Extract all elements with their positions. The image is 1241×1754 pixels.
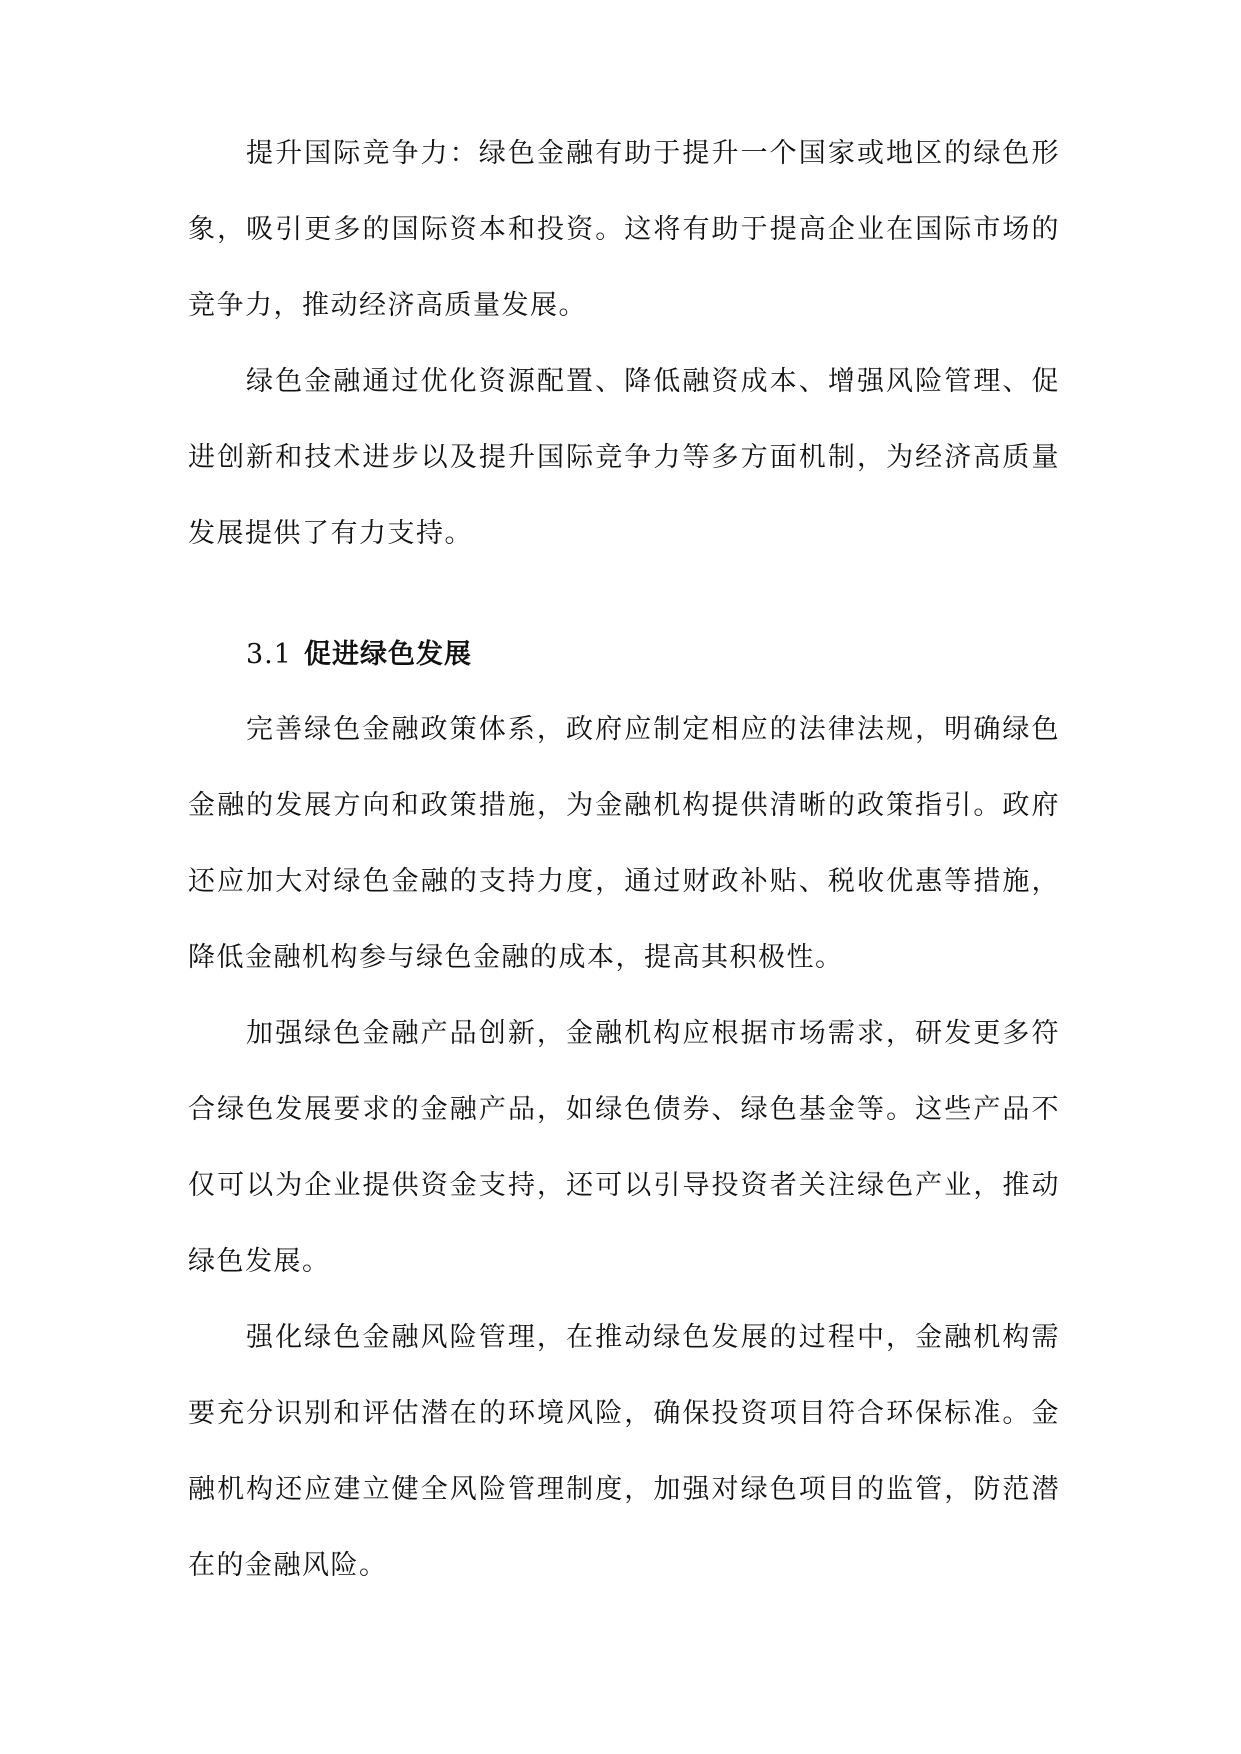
- paragraph-international-competitiveness: 提升国际竞争力：绿色金融有助于提升一个国家或地区的绿色形象，吸引更多的国际资本和投资。这将有助于提高企业在国际市场的竞争力，推动经济高质量发展。: [188, 138, 1060, 321]
- paragraph-green-finance-summary: 绿色金融通过优化资源配置、降低融资成本、增强风险管理、促进创新和技术进步以及提升国际竞争力等多方面机制，为经济高质量发展提供了有力支持。: [188, 366, 1060, 549]
- paragraph-product-innovation: 加强绿色金融产品创新，金融机构应根据市场需求，研发更多符合绿色发展要求的金融产品，如绿色债券、绿色基金等。这些产品不仅可以为企业提供资金支持，还可以引导投资者关注绿色产业，推动绿色发展。: [188, 1018, 1060, 1277]
- section-heading: [246, 625, 472, 685]
- paragraph-policy-system: 完善绿色金融政策体系，政府应制定相应的法律法规，明确绿色金融的发展方向和政策措施，为金融机构提供清晰的政策指引。政府还应加大对绿色金融的支持力度，通过财政补贴、税收优惠等措施，降低金融机构参与绿色金融的成本，提高其积极性。: [188, 714, 1060, 973]
- section-number: 3.1: [246, 639, 292, 670]
- section-title: 促进绿色发展: [303, 639, 472, 670]
- paragraph-risk-management: 强化绿色金融风险管理，在推动绿色发展的过程中，金融机构需要充分识别和评估潜在的环境风险，确保投资项目符合环保标准。金融机构还应建立健全风险管理制度，加强对绿色项目的监管，防范潜在的金融风险。: [188, 1322, 1060, 1581]
